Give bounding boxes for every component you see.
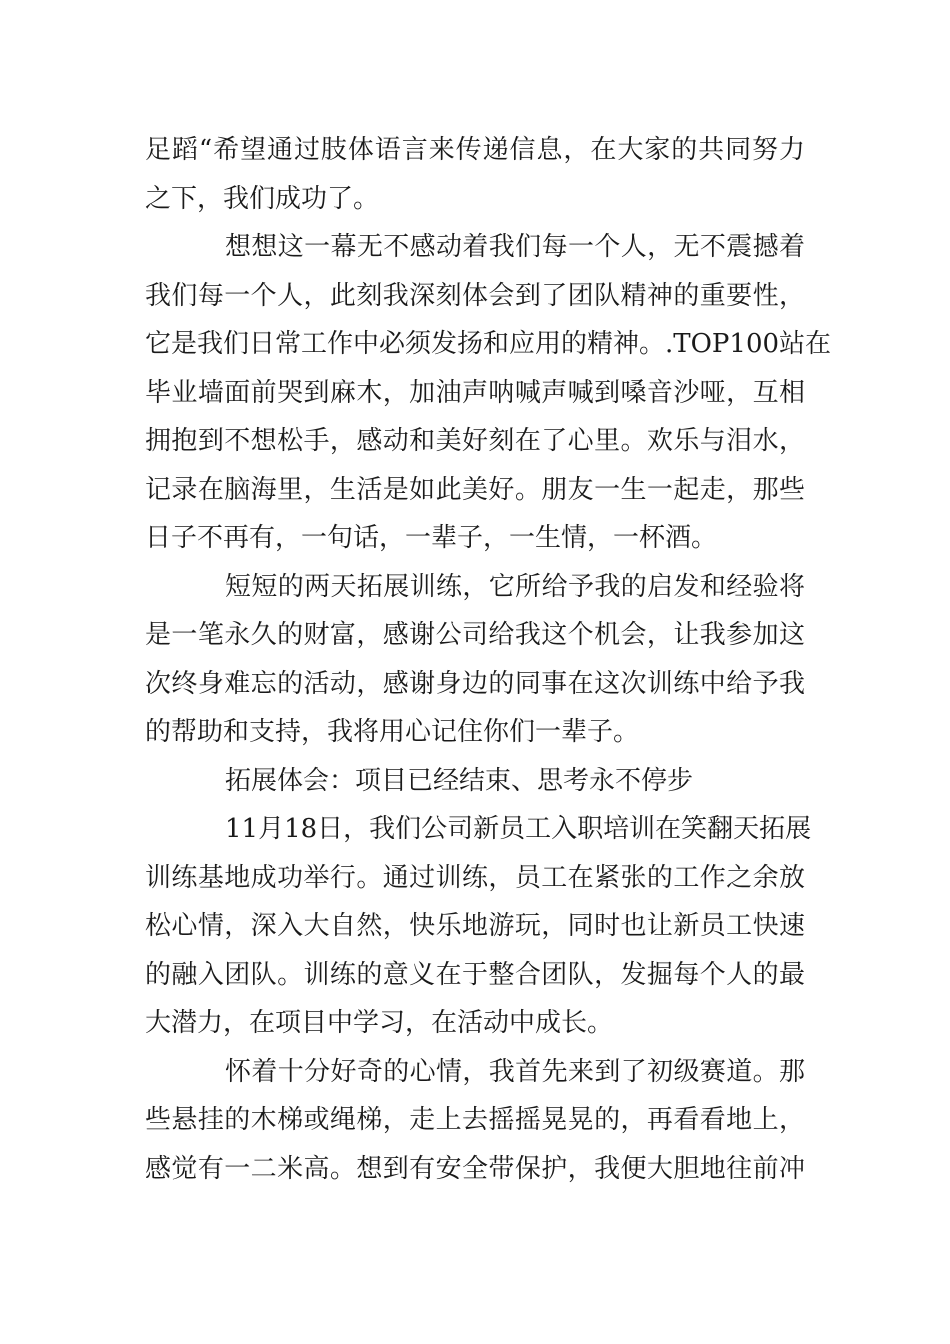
text-line: 些悬挂的木梯或绳梯，走上去摇摇晃晃的，再看看地上， xyxy=(145,1105,805,1135)
text-line: 的融入团队。训练的意义在于整合团队，发掘每个人的最 xyxy=(145,959,805,990)
text-line: 怀着十分好奇的心情，我首先来到了初级赛道。那 xyxy=(225,1056,805,1087)
text-line: 日子不再有，一句话，一辈子，一生情，一杯酒。 xyxy=(145,523,718,553)
text-line: 短短的两天拓展训练，它所给予我的启发和经验将 xyxy=(225,571,805,602)
text-line: 次终身难忘的活动，感谢身边的同事在这次训练中给予我 xyxy=(145,668,805,699)
text-line: 记录在脑海里，生活是如此美好。朋友一生一起走，那些 xyxy=(145,474,805,505)
text-line: 毕业墙面前哭到麻木，加油声呐喊声喊到嗓音沙哑，互相 xyxy=(145,377,805,408)
text-line: 是一笔永久的财富，感谢公司给我这个机会，让我参加这 xyxy=(145,620,805,650)
text-line: 松心情，深入大自然，快乐地游玩，同时也让新员工快速 xyxy=(145,911,805,941)
text-line: 拥抱到不想松手，感动和美好刻在了心里。欢乐与泪水， xyxy=(145,426,805,456)
text-line: 感觉有一二米高。想到有安全带保护，我便大胆地往前冲 xyxy=(145,1153,805,1184)
text-line: 11月18日，我们公司新员工入职培训在笑翻天拓展 xyxy=(225,814,812,844)
text-line: 它是我们日常工作中必须发扬和应用的精神。.TOP100站在 xyxy=(145,329,832,359)
text-line: 训练基地成功举行。通过训练，员工在紧张的工作之余放 xyxy=(145,862,805,893)
text-line: 大潜力，在项目中学习，在活动中成长。 xyxy=(145,1008,614,1038)
document-body xyxy=(145,126,832,1193)
text-line: 的帮助和支持，我将用心记住你们一辈子。 xyxy=(145,717,640,747)
text-line: 想想这一幕无不感动着我们每一个人，无不震撼着 xyxy=(225,232,805,262)
text-line: 足蹈“希望通过肢体语言来传递信息，在大家的共同努力 xyxy=(145,135,805,165)
text-line: 拓展体会：项目已经结束、思考永不停步 xyxy=(225,765,694,796)
text-line: 之下，我们成功了。 xyxy=(145,183,380,214)
text-line: 我们每一个人，此刻我深刻体会到了团队精神的重要性， xyxy=(145,280,805,311)
